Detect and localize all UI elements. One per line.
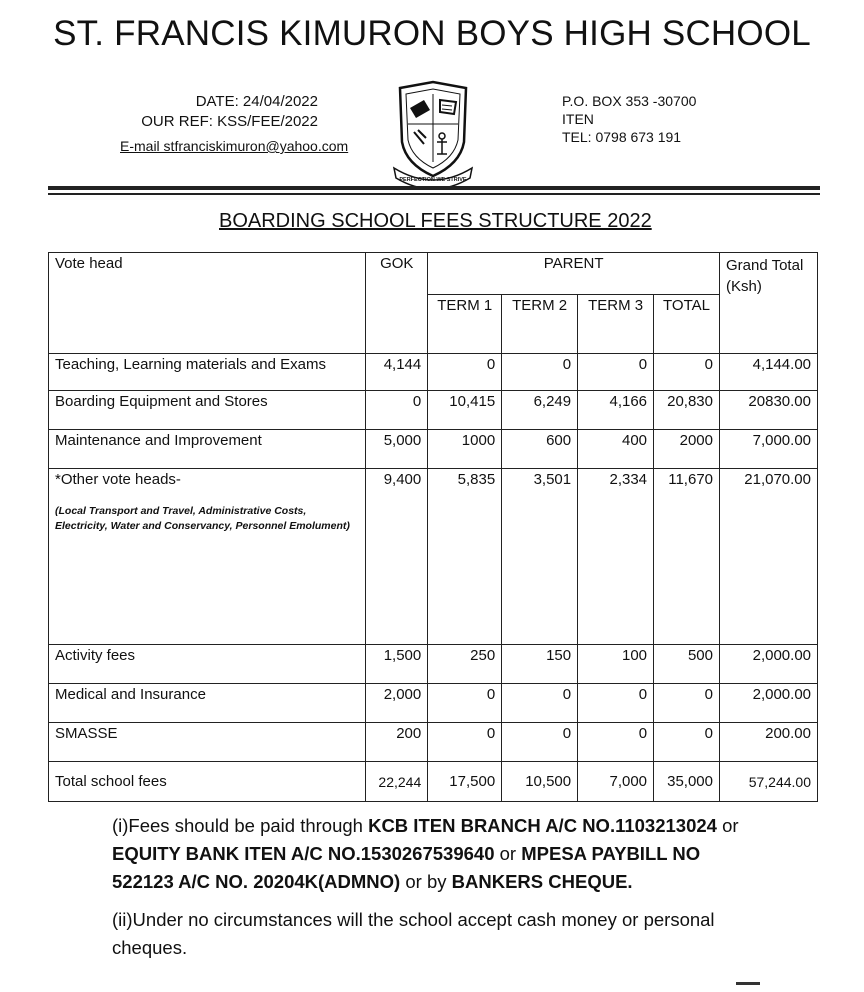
cell-total: 500 — [654, 645, 720, 684]
cell-term2: 600 — [502, 430, 578, 469]
cell-vote-head: Total school fees — [49, 762, 366, 802]
cell-gok: 9,400 — [366, 469, 428, 645]
cell-grand-total: 7,000.00 — [720, 430, 818, 469]
cell-vote-head: SMASSE — [49, 723, 366, 762]
cell-term2: 0 — [502, 684, 578, 723]
cell-term3: 4,166 — [578, 391, 654, 430]
school-email: E-mail stfranciskimuron@yahoo.com — [120, 138, 349, 154]
cell-vote-head: Teaching, Learning materials and Exams — [49, 354, 366, 391]
our-reference: OUR REF: KSS/FEE/2022 — [141, 113, 318, 130]
header-parent: PARENT — [428, 253, 720, 295]
cell-term3: 7,000 — [578, 762, 654, 802]
cell-gok: 1,500 — [366, 645, 428, 684]
cell-term1: 5,835 — [428, 469, 502, 645]
page-edge-mark — [736, 982, 760, 985]
cell-term2: 6,249 — [502, 391, 578, 430]
note-text: or by — [400, 871, 452, 892]
table-row — [49, 723, 818, 762]
payment-notes — [112, 812, 752, 972]
postal-address: P.O. BOX 353 -30700 — [562, 93, 697, 109]
letter-date: DATE: 24/04/2022 — [195, 93, 318, 110]
cell-term1: 10,415 — [428, 391, 502, 430]
cell-total: 2000 — [654, 430, 720, 469]
cell-term2: 3,501 — [502, 469, 578, 645]
table-total-row — [49, 762, 818, 802]
cell-gok: 5,000 — [366, 430, 428, 469]
cell-total: 35,000 — [654, 762, 720, 802]
cell-grand-total: 200.00 — [720, 723, 818, 762]
note-text: or — [494, 843, 522, 864]
table-row — [49, 430, 818, 469]
header-divider-thin — [48, 193, 820, 195]
cell-gok: 4,144 — [366, 354, 428, 391]
fees-table — [48, 252, 818, 802]
contact-block — [562, 92, 696, 146]
cell-total: 11,670 — [654, 469, 720, 645]
cell-term1: 17,500 — [428, 762, 502, 802]
equity-account: EQUITY BANK ITEN A/C NO.1530267539640 — [112, 843, 495, 864]
school-name: ST. FRANCIS KIMURON BOYS HIGH SCHOOL — [53, 14, 811, 53]
header-term3: TERM 3 — [578, 295, 654, 354]
cell-total: 0 — [654, 723, 720, 762]
cell-term1: 0 — [428, 723, 502, 762]
document-subtitle: BOARDING SCHOOL FEES STRUCTURE 2022 — [219, 210, 652, 232]
cell-grand-total: 21,070.00 — [720, 469, 818, 645]
cell-term3: 0 — [578, 723, 654, 762]
table-row — [49, 684, 818, 723]
table-row — [49, 645, 818, 684]
cell-term1: 0 — [428, 354, 502, 391]
note-text: or — [716, 815, 739, 836]
header-total: TOTAL — [654, 295, 720, 354]
other-vote-heads-label: *Other vote heads- — [55, 471, 181, 488]
cell-term2: 10,500 — [502, 762, 578, 802]
header-term1: TERM 1 — [428, 295, 502, 354]
payment-note-1 — [112, 812, 752, 896]
cell-vote-head — [49, 469, 366, 645]
cell-term1: 1000 — [428, 430, 502, 469]
table-row — [49, 391, 818, 430]
school-crest-logo — [390, 80, 476, 190]
telephone: TEL: 0798 673 191 — [562, 129, 682, 145]
cell-vote-head: Medical and Insurance — [49, 684, 366, 723]
cell-term1: 250 — [428, 645, 502, 684]
cell-gok: 22,244 — [366, 762, 428, 802]
cell-total: 20,830 — [654, 391, 720, 430]
table-row — [49, 354, 818, 391]
town: ITEN — [562, 111, 594, 127]
header-grand-total: Grand Total (Ksh) — [720, 253, 818, 354]
cell-term2: 150 — [502, 645, 578, 684]
cell-grand-total: 57,244.00 — [720, 762, 818, 802]
cell-total: 0 — [654, 354, 720, 391]
cell-term1: 0 — [428, 684, 502, 723]
cell-term2: 0 — [502, 723, 578, 762]
cell-vote-head: Activity fees — [49, 645, 366, 684]
cell-gok: 2,000 — [366, 684, 428, 723]
logo-motto: PERFECTION WE STRIVE — [399, 177, 467, 183]
cell-vote-head: Maintenance and Improvement — [49, 430, 366, 469]
table-row — [49, 469, 818, 645]
reference-block — [118, 92, 318, 132]
cell-term3: 100 — [578, 645, 654, 684]
cell-grand-total: 20830.00 — [720, 391, 818, 430]
kcb-account: KCB ITEN BRANCH A/C NO.1103213024 — [368, 815, 717, 836]
other-vote-heads-note: (Local Transport and Travel, Administrative Costs, Electricity, Water and Conservancy, Personnel Emolument) — [55, 505, 350, 532]
cell-gok: 200 — [366, 723, 428, 762]
note-text: (i)Fees should be paid through — [112, 815, 369, 836]
cell-total: 0 — [654, 684, 720, 723]
header-vote-head: Vote head — [49, 253, 366, 354]
mpesa-paybill: MPESA PAYBILL NO 522123 A/C NO. 20204K(ADMNO) — [112, 843, 701, 892]
bankers-cheque: BANKERS CHEQUE. — [451, 871, 633, 892]
cell-grand-total: 2,000.00 — [720, 645, 818, 684]
header-divider-thick — [48, 186, 820, 190]
cell-term3: 0 — [578, 684, 654, 723]
cell-gok: 0 — [366, 391, 428, 430]
cell-term3: 400 — [578, 430, 654, 469]
cell-grand-total: 4,144.00 — [720, 354, 818, 391]
header-gok: GOK — [366, 253, 428, 354]
cell-term3: 2,334 — [578, 469, 654, 645]
cell-grand-total: 2,000.00 — [720, 684, 818, 723]
table-header-row — [49, 253, 818, 295]
cell-term3: 0 — [578, 354, 654, 391]
cell-vote-head: Boarding Equipment and Stores — [49, 391, 366, 430]
payment-note-2: (ii)Under no circumstances will the school accept cash money or personal cheques. — [112, 909, 715, 958]
cell-term2: 0 — [502, 354, 578, 391]
header-term2: TERM 2 — [502, 295, 578, 354]
